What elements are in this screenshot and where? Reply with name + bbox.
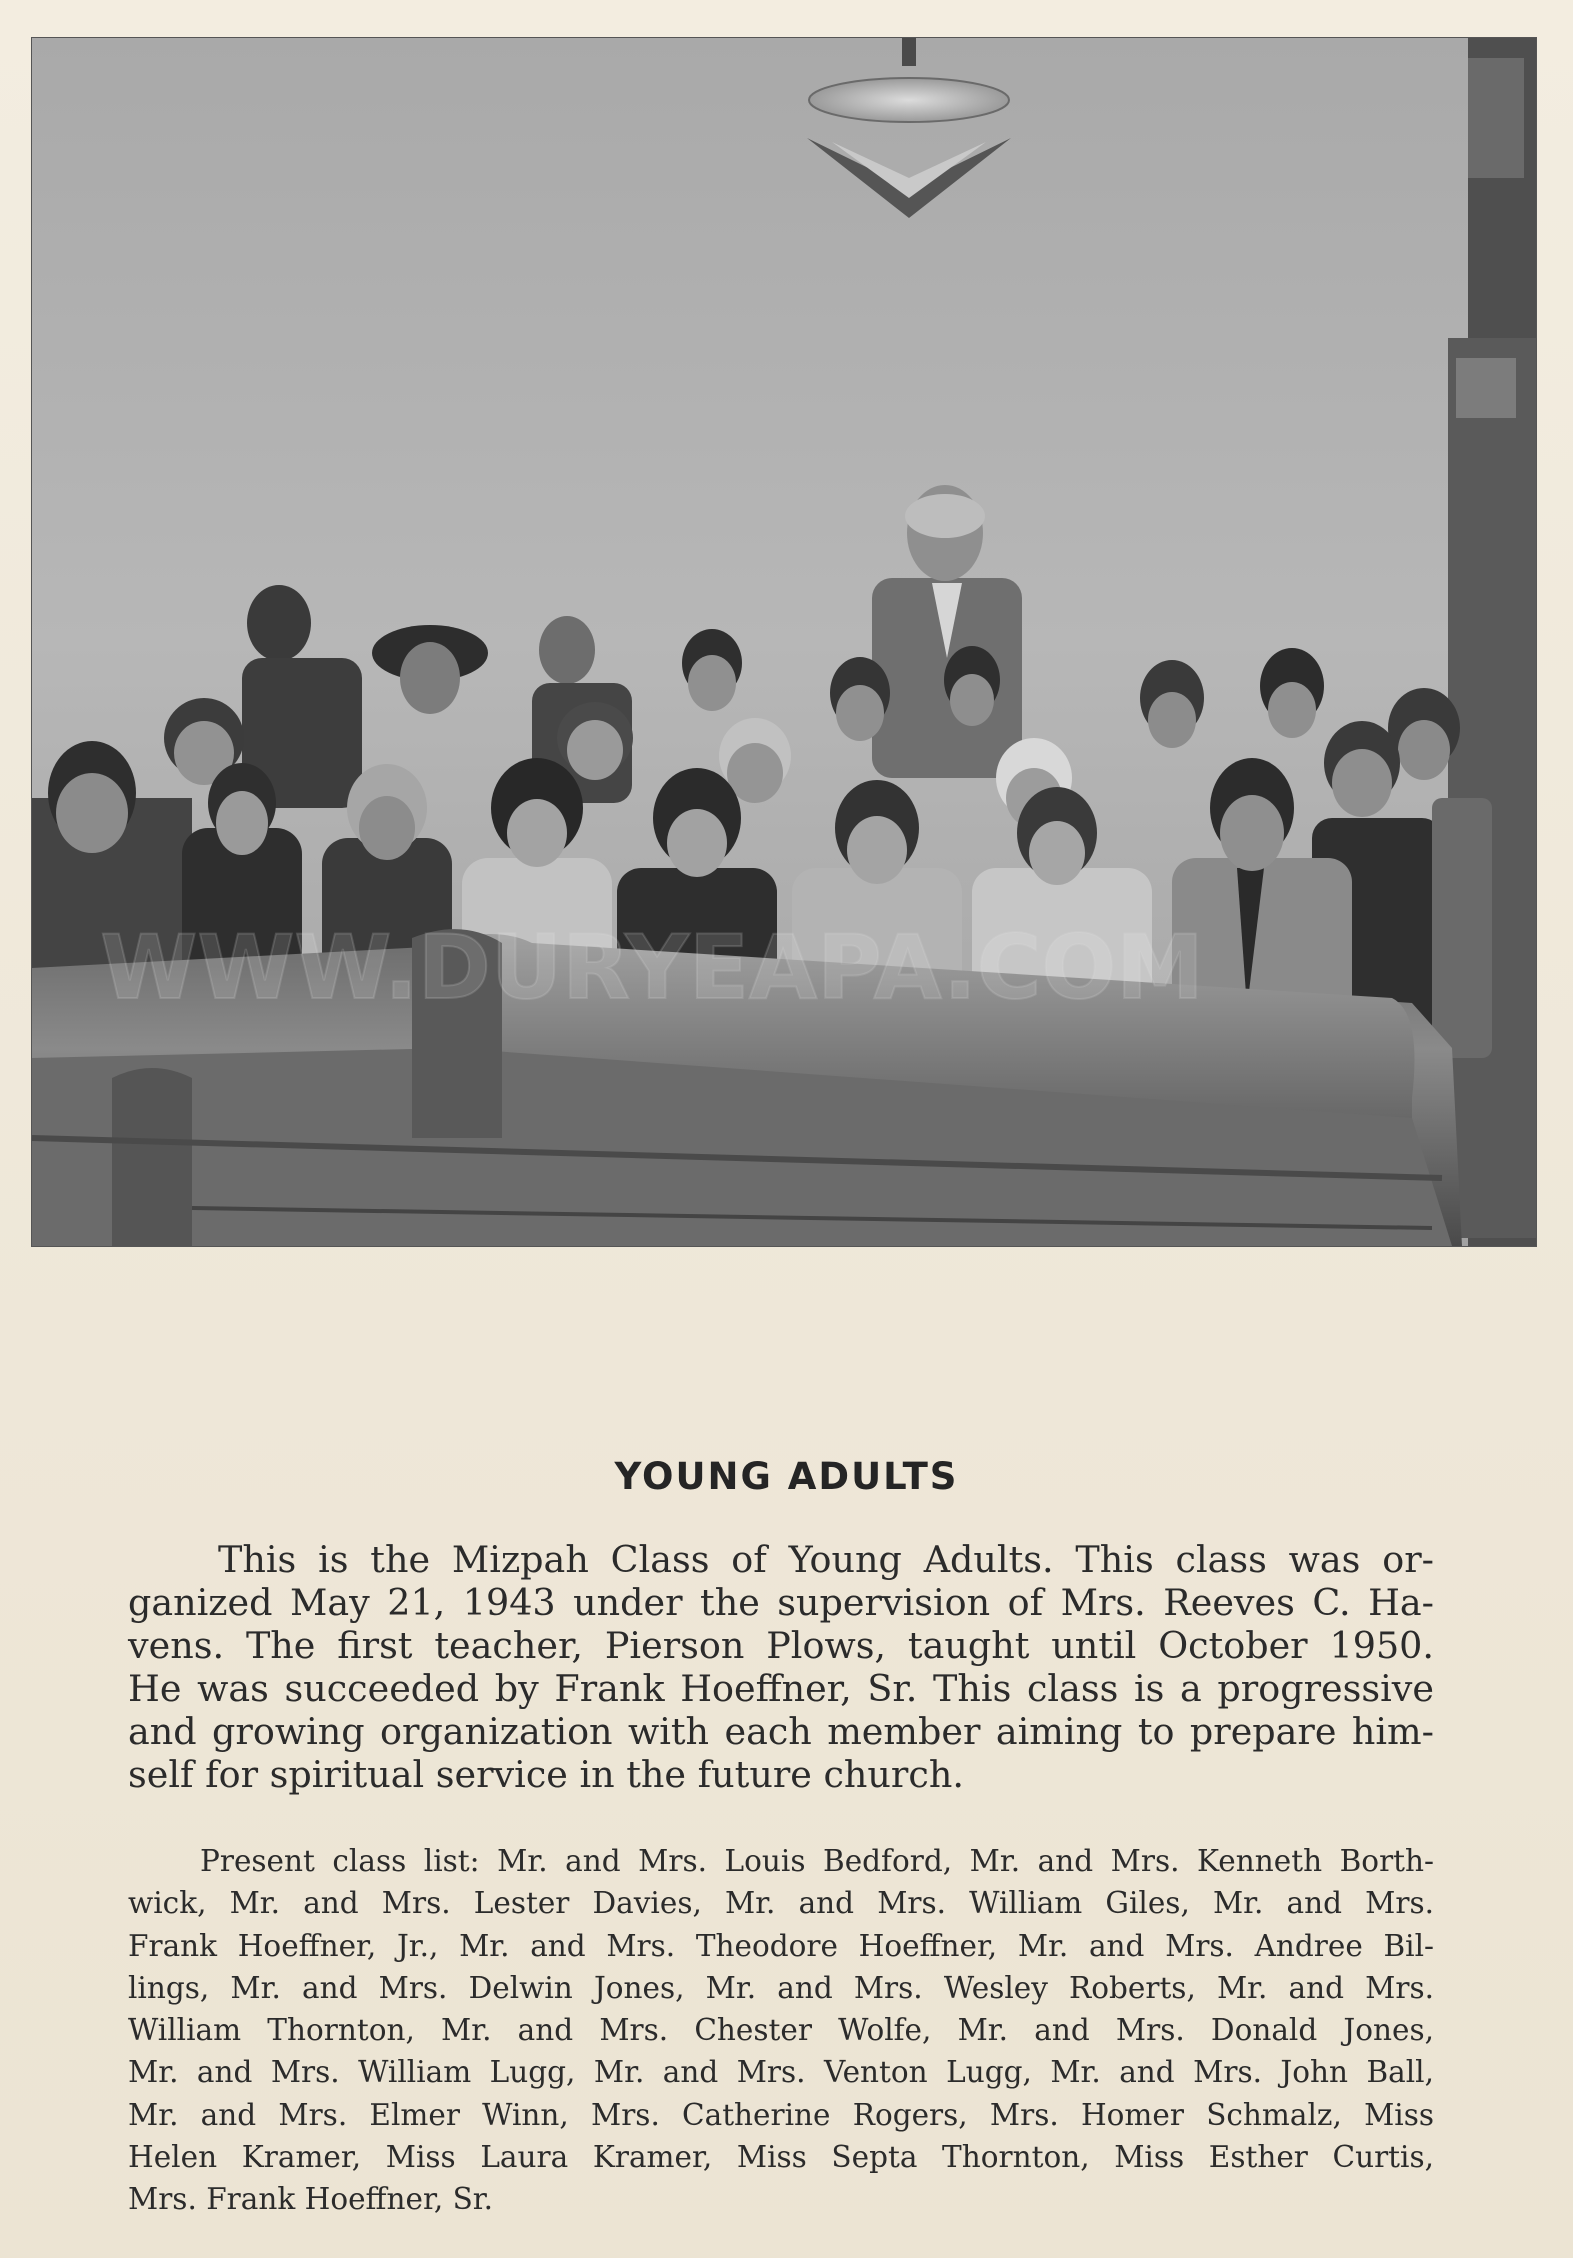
- description-line: vens. The first teacher, Pierson Plows, taught until October 1950.: [128, 1624, 1434, 1667]
- class-list-line: Mrs. Frank Hoeffner, Sr.: [128, 2182, 494, 2217]
- class-list-line: Mr. and Mrs. William Lugg, Mr. and Mrs. Venton Lugg, Mr. and Mrs. John Ball,: [128, 2055, 1434, 2090]
- class-list-line: Frank Hoeffner, Jr., Mr. and Mrs. Theodore Hoeffner, Mr. and Mrs. Andree Bil-: [128, 1928, 1434, 1963]
- description-line: He was succeeded by Frank Hoeffner, Sr. This class is a progressive: [128, 1667, 1434, 1710]
- class-list-line: lings, Mr. and Mrs. Delwin Jones, Mr. and Mrs. Wesley Roberts, Mr. and Mrs.: [128, 1970, 1434, 2005]
- description-line: self for spiritual service in the future church.: [128, 1753, 964, 1796]
- description-line: and growing organization with each member aiming to prepare him-: [128, 1710, 1434, 1753]
- watermark-text: WWW.DURYEAPA.COM: [100, 916, 1204, 1019]
- class-list-paragraph: [128, 1840, 1434, 2221]
- group-photo: [32, 38, 1536, 1246]
- section-heading: YOUNG ADULTS: [614, 1455, 959, 1498]
- class-list-line: William Thornton, Mr. and Mrs. Chester Wolfe, Mr. and Mrs. Donald Jones,: [128, 2013, 1434, 2048]
- description-line: ganized May 21, 1943 under the supervision of Mrs. Reeves C. Ha-: [128, 1581, 1434, 1624]
- group-photo-illustration: [32, 38, 1536, 1246]
- class-list-line: Helen Kramer, Miss Laura Kramer, Miss Septa Thornton, Miss Esther Curtis,: [128, 2140, 1434, 2175]
- class-list-line: Mr. and Mrs. Elmer Winn, Mrs. Catherine Rogers, Mrs. Homer Schmalz, Miss: [128, 2097, 1434, 2132]
- class-list-line: Present class list: Mr. and Mrs. Louis Bedford, Mr. and Mrs. Kenneth Borth-: [200, 1844, 1434, 1878]
- description-line: This is the Mizpah Class of Young Adults. This class was or-: [218, 1538, 1434, 1581]
- description-paragraph: [128, 1538, 1434, 1796]
- class-list-line: wick, Mr. and Mrs. Lester Davies, Mr. and Mrs. William Giles, Mr. and Mrs.: [128, 1886, 1434, 1921]
